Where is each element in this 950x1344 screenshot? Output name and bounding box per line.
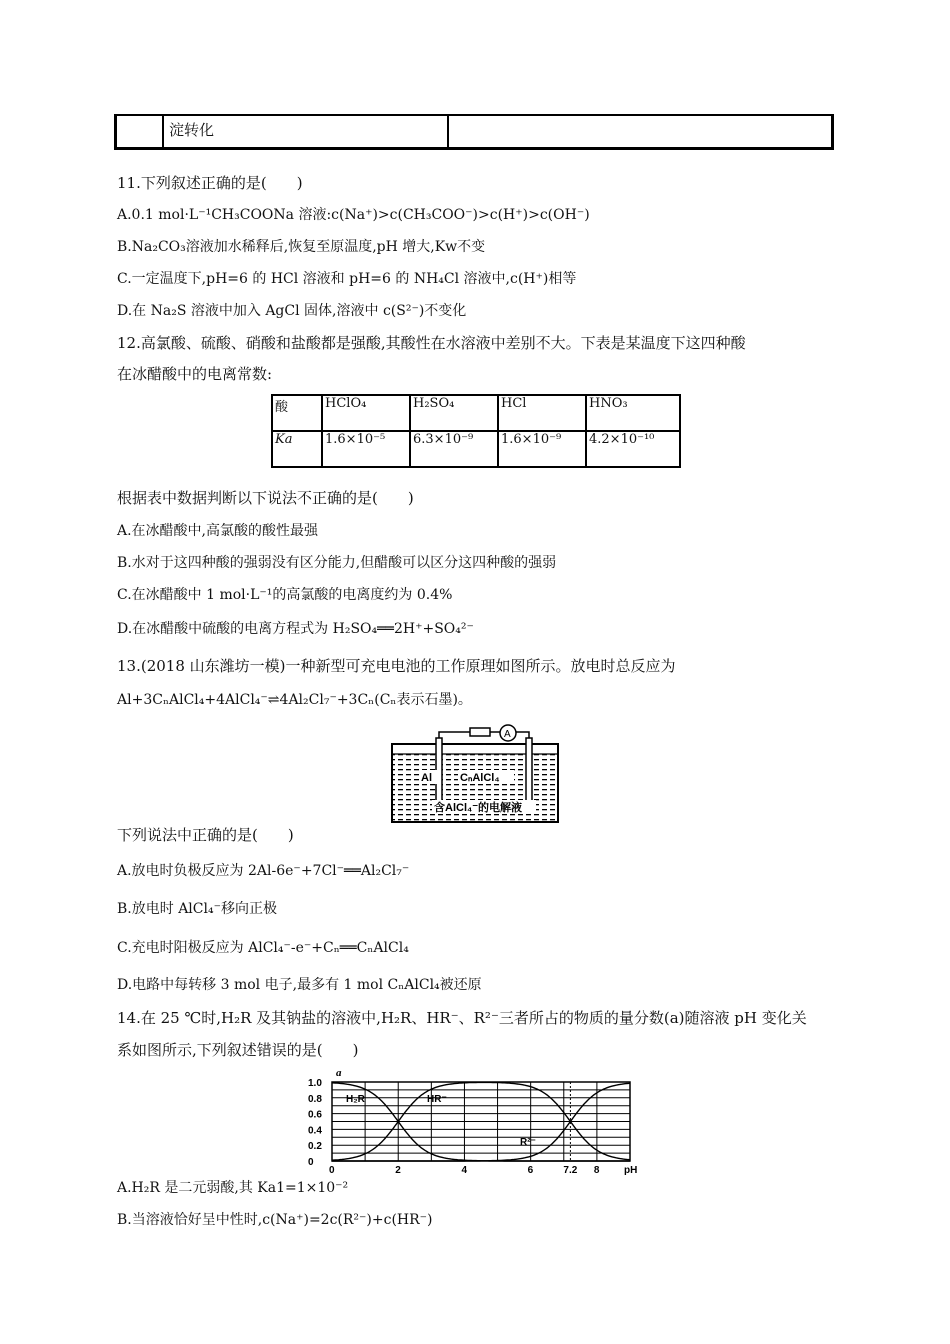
q13-stem-line2: Al+3CₙAlCl₄+4AlCl₄⁻⇌4Al₂Cl₇⁻+3Cₙ(Cₙ表示石墨)。 — [117, 692, 472, 708]
q11-option-a: A.0.1 mol·L⁻¹CH₃COONa 溶液:c(Na⁺)>c(CH₃COO⁻)>c(H⁺)>c(OH⁻) — [117, 207, 590, 223]
q13-option-d: D.电路中每转移 3 mol 电子,最多有 1 mol CₙAlCl₄被还原 — [117, 977, 482, 993]
distribution-chart — [306, 1066, 646, 1178]
table-cell: 1.6×10⁻⁹ — [498, 431, 586, 467]
q13-option-b: B.放电时 AlCl₄⁻移向正极 — [117, 901, 277, 917]
x-tick-label: 8 — [593, 1165, 600, 1176]
y-tick-label: 0.8 — [308, 1093, 322, 1105]
q12-option-c: C.在冰醋酸中 1 mol·L⁻¹的高氯酸的电离度约为 0.4% — [117, 587, 453, 603]
q12-stem-line1: 12.高氯酸、硫酸、硝酸和盐酸都是强酸,其酸性在水溶液中差别不大。下表是某温度下这四种酸 — [117, 334, 746, 352]
table-cell: HNO₃ — [586, 395, 680, 431]
table-cell: HClO₄ — [322, 395, 410, 431]
x-axis-label: pH — [624, 1165, 638, 1176]
q13-option-c: C.充电时阳极反应为 AlCl₄⁻-e⁻+Cₙ══CₙAlCl₄ — [117, 940, 409, 956]
x-tick-label: 6 — [527, 1165, 534, 1176]
x-tick-label: 2 — [395, 1165, 401, 1176]
top-table-fragment — [114, 114, 834, 150]
ammeter-label: A — [504, 729, 511, 740]
al-label: Al — [421, 772, 432, 784]
series-label-hr: HR⁻ — [427, 1094, 447, 1105]
table-cell: HCl — [498, 395, 586, 431]
q12-option-b: B.水对于这四种酸的强弱没有区分能力,但醋酸可以区分这四种酸的强弱 — [117, 555, 557, 571]
q11-option-b: B.Na₂CO₃溶液加水稀释后,恢复至原温度,pH 增大,Kw不变 — [117, 239, 486, 255]
table-row — [272, 395, 680, 431]
q11-option-c: C.一定温度下,pH=6 的 HCl 溶液和 pH=6 的 NH₄Cl 溶液中,c(H⁺)相等 — [117, 271, 577, 287]
x-tick-label: 0 — [329, 1165, 335, 1176]
q14-stem-line1: 14.在 25 ℃时,H₂R 及其钠盐的溶液中,H₂R、HR⁻、R²⁻三者所占的物质的量分数(a)随溶液 pH 变化关 — [117, 1009, 807, 1027]
table-cell: 4.2×10⁻¹⁰ — [586, 431, 680, 467]
q12-prompt: 根据表中数据判断以下说法不正确的是( ) — [117, 489, 414, 507]
curve-r — [332, 1083, 630, 1161]
electrolyte-label: 含AlCl₄⁻的电解液 — [434, 802, 523, 814]
battery-diagram — [390, 722, 562, 826]
y-tick-label: 0 — [308, 1157, 314, 1168]
q14-option-b: B.当溶液恰好呈中性时,c(Na⁺)=2c(R²⁻)+c(HR⁻) — [117, 1212, 433, 1228]
x-tick-label: 4 — [461, 1165, 468, 1176]
q12-option-d: D.在冰醋酸中硫酸的电离方程式为 H₂SO₄══2H⁺+SO₄²⁻ — [117, 621, 474, 637]
y-tick-label: 1.0 — [308, 1078, 322, 1089]
q13-option-a: A.放电时负极反应为 2Al-6e⁻+7Cl⁻══Al₂Cl₇⁻ — [117, 863, 410, 879]
y-axis-label: a — [336, 1067, 342, 1079]
q12-stem-line2: 在冰醋酸中的电离常数: — [117, 365, 273, 383]
q13-prompt: 下列说法中正确的是( ) — [117, 826, 294, 844]
q11-option-d: D.在 Na₂S 溶液中加入 AgCl 固体,溶液中 c(S²⁻)不变化 — [117, 303, 467, 319]
table-row — [272, 431, 680, 467]
q14-stem-line2: 系如图所示,下列叙述错误的是( ) — [117, 1041, 359, 1059]
x-tick-label: 7.2 — [563, 1165, 578, 1176]
table-cell: 酸 — [272, 395, 322, 431]
ka-table — [271, 394, 681, 468]
cn-label: CₙAlCl₄ — [460, 772, 500, 784]
table-cell: 1.6×10⁻⁵ — [322, 431, 410, 467]
table-divider — [447, 116, 449, 147]
table-cell: H₂SO₄ — [410, 395, 498, 431]
y-tick-label: 0.2 — [308, 1141, 322, 1153]
table-divider — [162, 116, 164, 147]
table-cell: 淀转化 — [169, 121, 215, 139]
series-label-h2r: H₂R — [346, 1094, 365, 1105]
q11-stem: 11.下列叙述正确的是( ) — [117, 174, 303, 192]
table-cell: Ka — [272, 431, 322, 467]
series-label-r: R²⁻ — [520, 1137, 536, 1148]
y-tick-label: 0.6 — [308, 1109, 322, 1121]
q14-option-a: A.H₂R 是二元弱酸,其 Ka1=1×10⁻² — [117, 1180, 349, 1196]
q12-option-a: A.在冰醋酸中,高氯酸的酸性最强 — [117, 523, 319, 539]
q13-stem-line1: 13.(2018 山东潍坊一模)一种新型可充电电池的工作原理如图所示。放电时总反应为 — [117, 657, 676, 675]
y-tick-label: 0.4 — [308, 1125, 322, 1137]
table-cell: 6.3×10⁻⁹ — [410, 431, 498, 467]
